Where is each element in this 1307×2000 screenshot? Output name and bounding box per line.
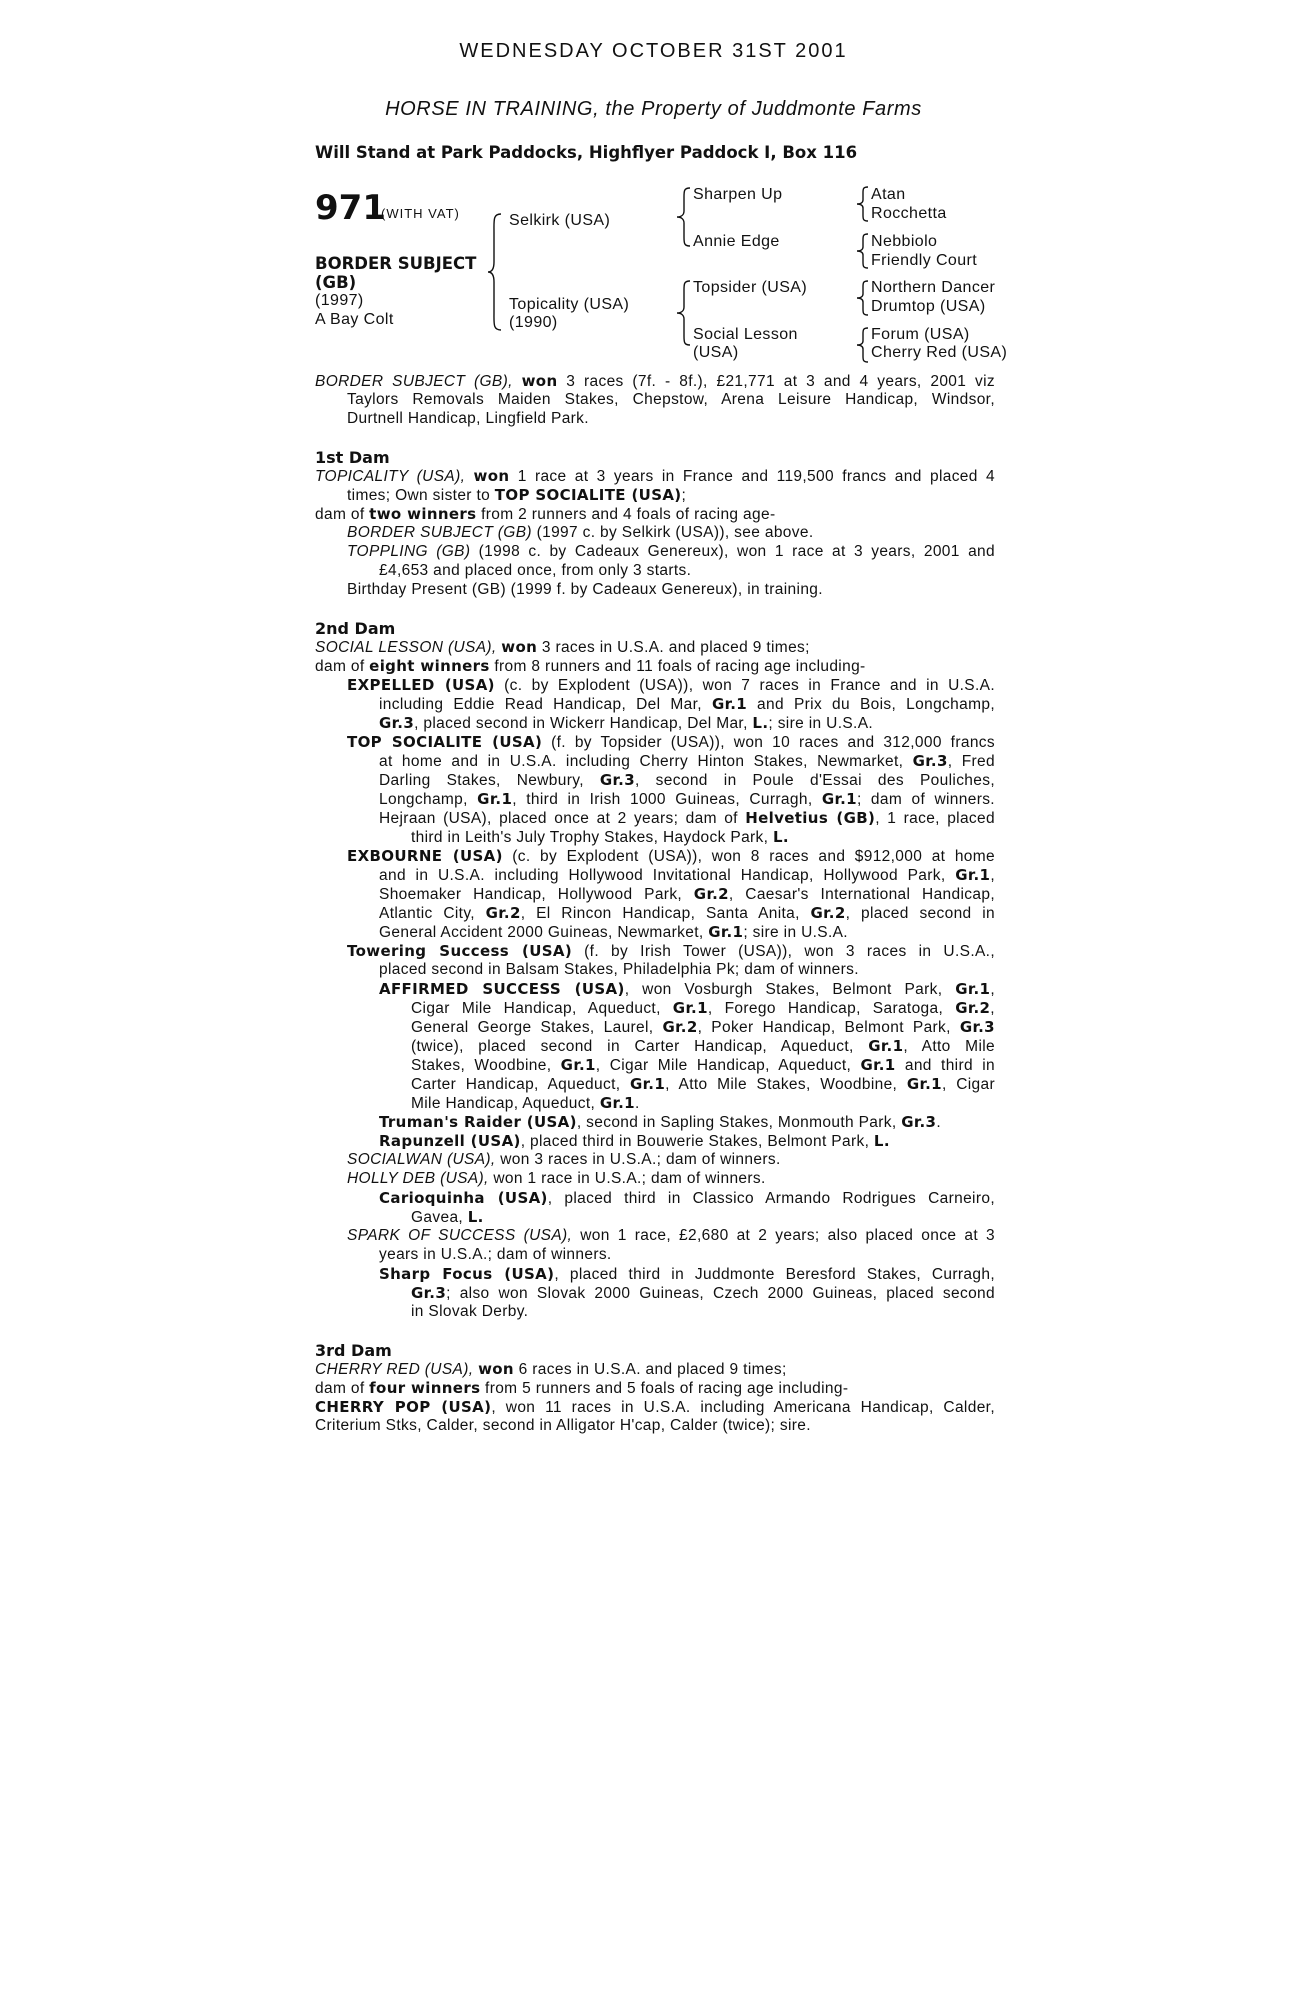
progeny-line: Carter Handicap, Aqueduct, Gr.1, Atto Mile Stakes, Woodbine, Gr.1, Cigar xyxy=(411,1075,995,1093)
progeny-line: Gr.3, placed second in Wickerr Handicap, Del Mar, L.; sire in U.S.A. xyxy=(379,714,874,732)
dam-year: (1990) xyxy=(509,314,558,331)
progeny-line: Gavea, L. xyxy=(411,1208,484,1226)
sale-date: WEDNESDAY OCTOBER 31ST 2001 xyxy=(459,40,848,62)
summary-line: BORDER SUBJECT (GB), won 3 races (7f. - 8f.), £21,771 at 3 and 4 years, 2001 viz xyxy=(315,372,995,390)
progeny-line: General George Stakes, Laurel, Gr.2, Poker Handicap, Belmont Park, Gr.3 xyxy=(411,1018,995,1036)
third-dam-line: CHERRY POP (USA), won 11 races in U.S.A. including Americana Handicap, Calder, xyxy=(315,1398,995,1416)
dam: Topicality (USA) xyxy=(509,296,630,313)
progeny-line: Cigar Mile Handicap, Aqueduct, Gr.1, Forego Handicap, Saratoga, Gr.2, xyxy=(411,999,995,1017)
first-dam-line: TOPPLING (GB) (1998 c. by Cadeaux Genereux), won 1 race at 3 years, 2001 and xyxy=(347,543,995,560)
sire: Selkirk (USA) xyxy=(509,212,611,229)
ancestor-2: Rocchetta xyxy=(871,205,947,222)
progeny-line: third in Leith's July Trophy Stakes, Haydock Park, L. xyxy=(411,828,789,846)
second-dam-line: SOCIAL LESSON (USA), won 3 races in U.S.A. and placed 9 times; xyxy=(315,638,810,656)
progeny-line: Stakes, Woodbine, Gr.1, Cigar Mile Handicap, Aqueduct, Gr.1 and third in xyxy=(411,1056,995,1074)
third-dam-line: CHERRY RED (USA), won 6 races in U.S.A. and placed 9 times; xyxy=(315,1360,787,1378)
horse-description: A Bay Colt xyxy=(315,311,394,328)
sire-dam: Annie Edge xyxy=(693,233,780,250)
section-heading-second-dam: 2nd Dam xyxy=(315,619,396,638)
foaling-year: (1997) xyxy=(315,292,364,309)
horse-name: BORDER SUBJECT xyxy=(315,254,477,273)
progeny-line: Carioquinha (USA), placed third in Classico Armando Rodrigues Carneiro, xyxy=(379,1189,995,1207)
first-dam-line: Birthday Present (GB) (1999 f. by Cadeaux Genereux), in training. xyxy=(347,581,823,598)
progeny-line: at home and in U.S.A. including Cherry Hinton Stakes, Newmarket, Gr.3, Fred xyxy=(379,752,995,770)
second-dam-line: dam of eight winners from 8 runners and 11 foals of racing age including- xyxy=(315,657,866,675)
progeny-line: including Eddie Read Handicap, Del Mar, Gr.1 and Prix du Bois, Longchamp, xyxy=(379,695,995,713)
progeny-line: Shoemaker Handicap, Hollywood Park, Gr.2, Caesar's International Handicap, xyxy=(379,885,995,903)
third-dam-line: dam of four winners from 5 runners and 5 foals of racing age including- xyxy=(315,1379,849,1397)
horse-subtitle: HORSE IN TRAINING, the Property of Juddmonte Farms xyxy=(385,98,922,120)
pedigree-bracket-g4 xyxy=(856,327,870,363)
pedigree-bracket-g3 xyxy=(856,280,870,316)
ancestor-5: Northern Dancer xyxy=(871,279,996,296)
progeny-line: SPARK OF SUCCESS (USA), won 1 race, £2,680 at 2 years; also placed once at 3 xyxy=(347,1227,995,1244)
first-dam-line: times; Own sister to TOP SOCIALITE (USA); xyxy=(347,486,687,504)
progeny-line: EXPELLED (USA) (c. by Explodent (USA)), won 7 races in France and in U.S.A. xyxy=(347,676,995,694)
progeny-line: Rapunzell (USA), placed third in Bouwerie Stakes, Belmont Park, L. xyxy=(379,1132,890,1150)
pedigree-bracket-main xyxy=(487,212,503,332)
progeny-line: Longchamp, Gr.1, third in Irish 1000 Guineas, Curragh, Gr.1; dam of winners. xyxy=(379,790,995,808)
progeny-line: Gr.3; also won Slovak 2000 Guineas, Czech 2000 Guineas, placed second xyxy=(411,1284,995,1302)
progeny-line: EXBOURNE (USA) (c. by Explodent (USA)), won 8 races and $912,000 at home xyxy=(347,847,996,865)
first-dam-line: dam of two winners from 2 runners and 4 foals of racing age- xyxy=(315,505,776,523)
horse-name-country: (GB) xyxy=(315,273,357,292)
progeny-line: AFFIRMED SUCCESS (USA), won Vosburgh Stakes, Belmont Park, Gr.1, xyxy=(379,980,995,998)
ancestor-4: Friendly Court xyxy=(871,252,978,269)
ancestor-3: Nebbiolo xyxy=(871,233,938,250)
first-dam-line: £4,653 and placed once, from only 3 starts. xyxy=(379,562,692,579)
progeny-line: Truman's Raider (USA), second in Sapling Stakes, Monmouth Park, Gr.3. xyxy=(379,1113,941,1131)
dam-dam: Social Lesson xyxy=(693,326,798,343)
pedigree-bracket-dam xyxy=(676,280,692,346)
progeny-line: HOLLY DEB (USA), won 1 race in U.S.A.; dam of winners. xyxy=(347,1170,766,1187)
dam-sire: Topsider (USA) xyxy=(693,279,808,296)
summary-line: Durtnell Handicap, Lingfield Park. xyxy=(347,410,589,427)
stand-location: Will Stand at Park Paddocks, Highflyer Paddock I, Box 116 xyxy=(315,143,858,162)
progeny-line: TOP SOCIALITE (USA) (f. by Topsider (USA)), won 10 races and 312,000 francs xyxy=(347,733,995,751)
pedigree-bracket-g1 xyxy=(856,186,870,222)
section-heading-first-dam: 1st Dam xyxy=(315,448,390,467)
ancestor-7: Forum (USA) xyxy=(871,326,970,343)
vat-note: (WITH VAT) xyxy=(381,206,460,221)
dam-dam-country: (USA) xyxy=(693,344,739,361)
progeny-line: years in U.S.A.; dam of winners. xyxy=(379,1246,612,1263)
progeny-line: Mile Handicap, Aqueduct, Gr.1. xyxy=(411,1094,640,1112)
third-dam-line: Criterium Stks, Calder, second in Alligator H'cap, Calder (twice); sire. xyxy=(315,1417,811,1434)
progeny-line: SOCIALWAN (USA), won 3 races in U.S.A.; dam of winners. xyxy=(347,1151,781,1168)
progeny-line: and in U.S.A. including Hollywood Invitational Handicap, Hollywood Park, Gr.1, xyxy=(379,866,995,884)
progeny-line: in Slovak Derby. xyxy=(411,1303,529,1320)
summary-line: Taylors Removals Maiden Stakes, Chepstow, Arena Leisure Handicap, Windsor, xyxy=(347,391,995,408)
first-dam-line: TOPICALITY (USA), won 1 race at 3 years in France and 119,500 francs and placed 4 xyxy=(315,467,995,485)
ancestor-6: Drumtop (USA) xyxy=(871,298,986,315)
first-dam-line: BORDER SUBJECT (GB) (1997 c. by Selkirk (USA)), see above. xyxy=(347,524,814,541)
sire-sire: Sharpen Up xyxy=(693,186,783,203)
progeny-line: placed second in Balsam Stakes, Philadelphia Pk; dam of winners. xyxy=(379,961,859,978)
progeny-line: Sharp Focus (USA), placed third in Juddmonte Beresford Stakes, Curragh, xyxy=(379,1265,995,1283)
progeny-line: Hejraan (USA), placed once at 2 years; dam of Helvetius (GB), 1 race, placed xyxy=(379,809,995,827)
progeny-line: (twice), placed second in Carter Handicap, Aqueduct, Gr.1, Atto Mile xyxy=(411,1037,995,1055)
ancestor-1: Atan xyxy=(871,186,906,203)
progeny-line: General Accident 2000 Guineas, Newmarket, Gr.1; sire in U.S.A. xyxy=(379,923,848,941)
lot-number: 971 xyxy=(315,188,386,228)
pedigree-bracket-g2 xyxy=(856,233,870,269)
progeny-line: Towering Success (USA) (f. by Irish Tower (USA)), won 3 races in U.S.A., xyxy=(347,942,995,960)
ancestor-8: Cherry Red (USA) xyxy=(871,344,1008,361)
progeny-line: Atlantic City, Gr.2, El Rincon Handicap, Santa Anita, Gr.2, placed second in xyxy=(379,904,995,922)
pedigree-bracket-sire xyxy=(676,187,692,247)
section-heading-third-dam: 3rd Dam xyxy=(315,1341,392,1360)
progeny-line: Darling Stakes, Newbury, Gr.3, second in Poule d'Essai des Pouliches, xyxy=(379,771,995,789)
